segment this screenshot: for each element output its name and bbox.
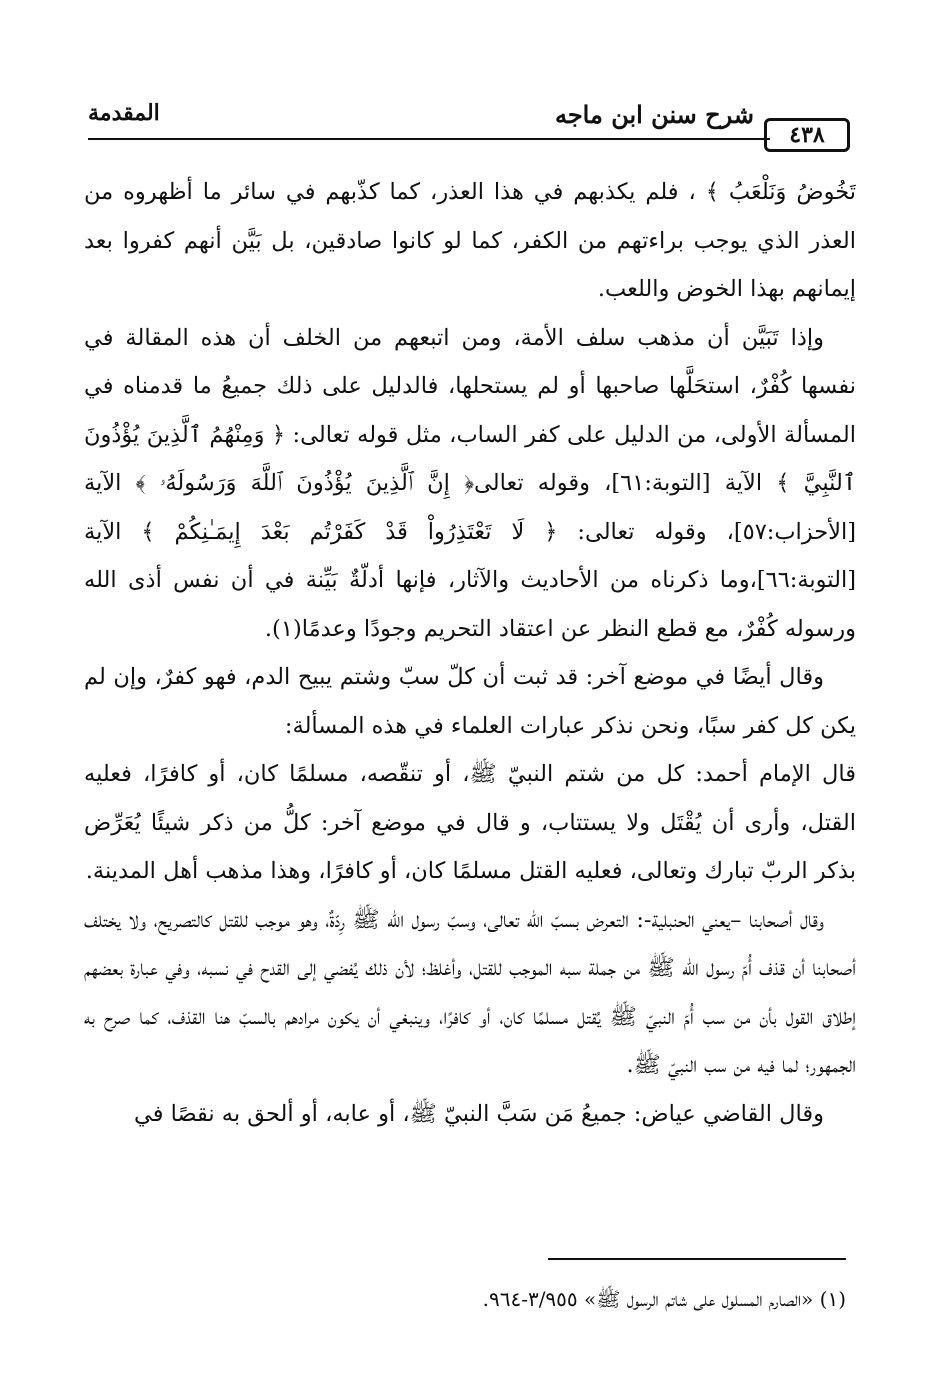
- page-number-box: [764, 118, 850, 152]
- page-number: ٤٣٨: [789, 122, 825, 148]
- paragraph: وإذا تَبَيَّن أن مذهب سلف الأمة، ومن اتبعهم من الخلف أن هذه المقالة في نفسها كُفْرٌ، استحَلَّها صاحبها أو لم يستحلها، فالدليل على ذلك جميعُ ما قدمناه في المسألة الأولى، من الدليل على كفر الساب، مثل قوله تعالى: ﴿ وَمِنْهُمُ ٱلَّذِينَ يُؤْذُونَ ٱلنَّبِيَّ ﴾ الآية [التوبة:٦١]، وقوله تعالى﴿ إِنَّ ٱلَّذِينَ يُؤْذُونَ ٱللَّهَ وَرَسُولَهُۥ ﴾ الآية [الأحزاب:٥٧]، وقوله تعالى: ﴿ لَا تَعْتَذِرُواْ قَدْ كَفَرْتُم بَعْدَ إِيمَـٰنِكُمْ ﴾ الآية [التوبة:٦٦]،وما ذكرناه من الأحاديث والآثار، فإنها أدلّةٌ بَيِّنة في أن نفس أذى الله ورسوله كُفْرٌ، مع قطع النظر عن اعتقاد التحريم وجودًا وعدمًا(١).: [84, 324, 856, 642]
- section-title: المقدمة: [88, 100, 160, 126]
- paragraph: قال الإمام أحمد: كل من شتم النبيّ ﷺ، أو تنقّصه، مسلمًا كان، أو كافرًا، فعليه القتل، وأرى أن يُقْتَل ولا يستتاب، و قال في موضع آخر: كلُّ من ذكر شيئًا يُعَرِّض بذكر الربّ تبارك وتعالى، فعليه القتل مسلمًا كان، أو كافرًا، وهذا مذهب أهل المدينة.: [84, 761, 856, 884]
- paragraph: وقال أصحابنا –يعني الحنبلية-: التعرض بسبّ الله تعالى، وسبّ رسول الله ﷺ رِدّةٌ، وهو موجب للقتل كالتصريح، ولا يختلف أصحابنا أن قذف أُمّ رسول الله ﷺ من جملة سبه الموجب للقتل، وأغلظ؛ لأن ذلك يُفضي إلى القدح في نسبه، وفي عبارة بعضهم إطلاق القول بأن من سب أُمّ النبيّ ﷺ يُقتل مسلمًا كان، أو كافرًا، وينبغي أن يكون مرادهم بالسبّ هنا القذف، كما صرح به الجمهور؛ لما فيه من سب النبيّ ﷺ.: [84, 906, 856, 1078]
- paragraph: تَخُوضُ وَنَلْعَبُ ﴾ ، فلم يكذبهم في هذا العذر، كما كذّبهم في سائر ما أظهروه من العذر الذي يوجب براءتهم من الكفر، كما لو كانوا صادقين، بل بَيَّن أنهم كفروا بعد إيمانهم بهذا الخوض واللعب.: [84, 179, 856, 302]
- footnote: (١) «الصارم المسلول على شاتم الرسول ﷺ» ٣/٩٥٥-٩٦٤.: [482, 1287, 846, 1311]
- header-rule: [88, 138, 770, 140]
- paragraph: وقال أيضًا في موضع آخر: قد ثبت أن كلّ سبّ وشتم يبيح الدم، فهو كفرٌ، وإن لم يكن كل كفر سبًا، ونحن نذكر عبارات العلماء في هذه المسألة:: [84, 664, 856, 739]
- paragraph: وقال القاضي عياض: جميعُ مَن سَبَّ النبيّ ﷺ، أو عابه، أو ألحق به نقصًا في: [133, 1100, 824, 1127]
- footnote-rule: [548, 1258, 846, 1260]
- page-header: [88, 98, 850, 148]
- body-text: [84, 168, 856, 1208]
- book-title: شرح سنن ابن ماجه: [554, 100, 754, 129]
